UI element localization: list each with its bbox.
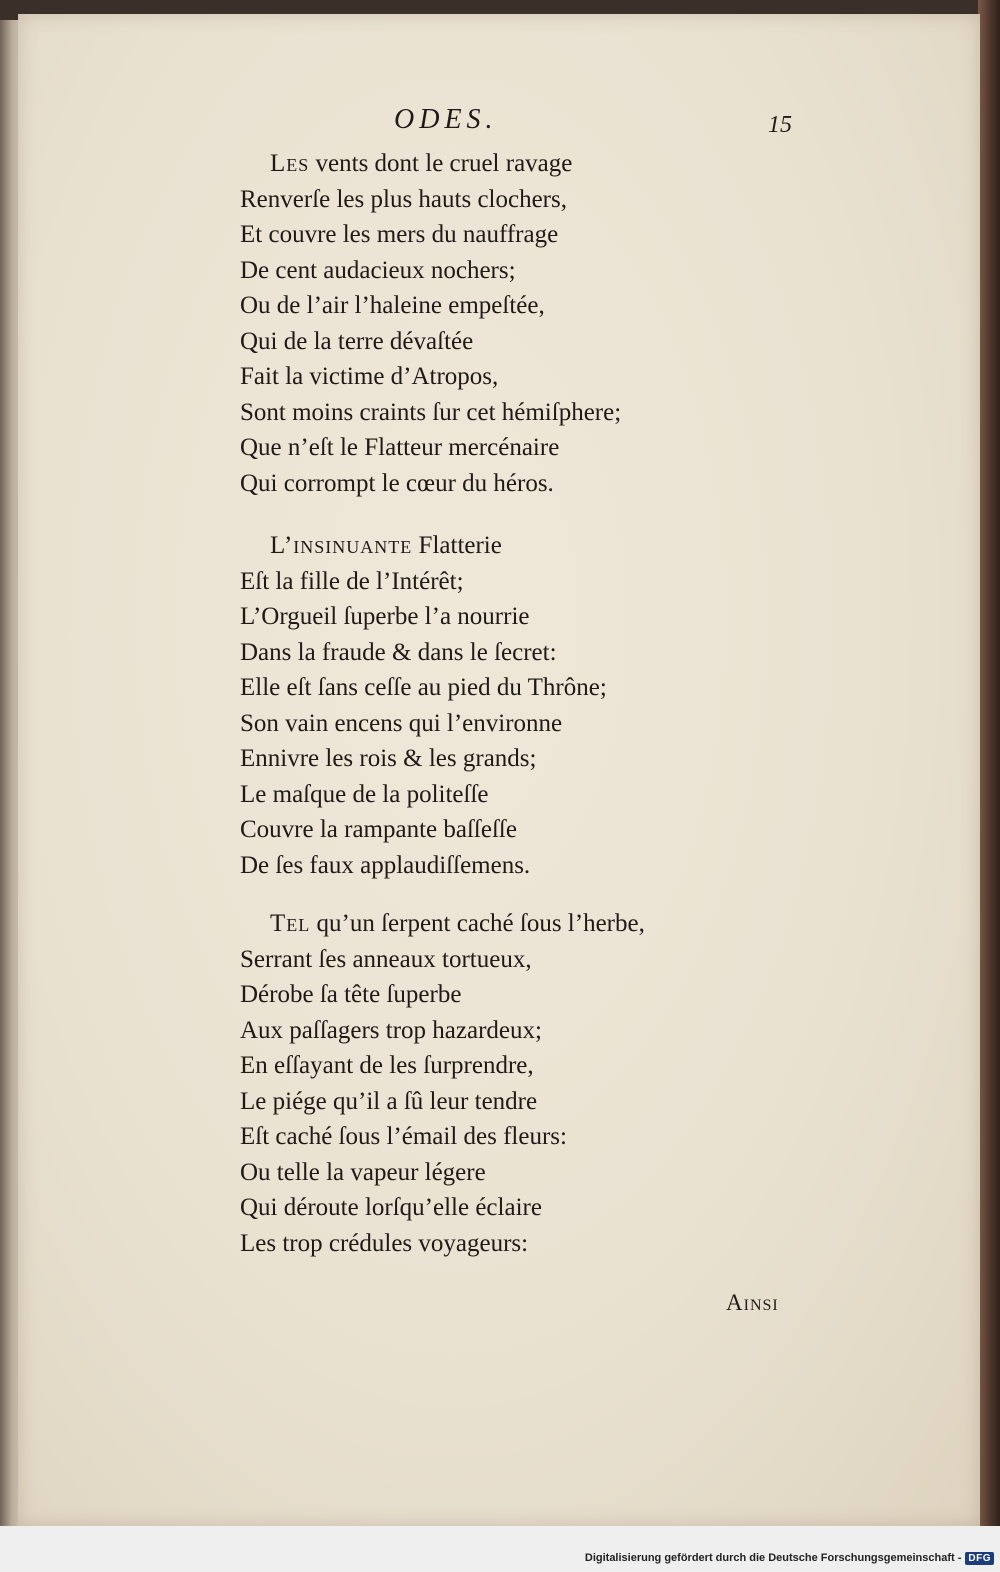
poem-line: Et couvre les mers du nauffrage — [240, 221, 559, 248]
catchword: Ainsi — [726, 1290, 779, 1315]
poem-line: Ennivre les rois & les grands; — [240, 745, 537, 772]
dfg-logo-icon: DFG — [965, 1552, 994, 1565]
poem-line: Le piége qu’il a ſû leur tendre — [240, 1087, 538, 1115]
poem-line: Dans la fraude & dans le ſecret: — [240, 638, 557, 666]
poem-line: Le maſque de la politeſſe — [240, 780, 489, 808]
poem-line: Serrant ſes anneaux tortueux, — [240, 945, 532, 973]
stanza-opening-word: Les — [270, 150, 310, 177]
poem-line: L’Orgueil ſuperbe l’a nourrie — [240, 603, 530, 630]
digitization-credit — [585, 1549, 994, 1567]
poem-line — [240, 528, 740, 564]
poem-line: En eſſayant de les ſurprendre, — [240, 1052, 534, 1079]
poem-line: Renverſe les plus hauts clochers, — [240, 185, 567, 213]
poem-line: Son vain encens qui l’environne — [240, 709, 563, 737]
stanza-3 — [240, 906, 740, 1261]
poem-line: Eſt caché ſous l’émail des fleurs: — [240, 1123, 567, 1150]
poem-line: De ſes faux applaudiſſemens. — [240, 851, 531, 879]
poem-line — [240, 906, 740, 942]
poem-line: Sont moins craints ſur cet hémiſphere; — [240, 398, 622, 426]
poem-line: Dérobe ſa tête ſuperbe — [240, 981, 462, 1008]
page-number: 15 — [768, 112, 792, 138]
book-binding-edge — [978, 0, 1000, 1572]
stanza-opening-word: Tel — [270, 910, 311, 937]
poem-line: Ou de l’air l’haleine empeſtée, — [240, 292, 545, 319]
poem-line: Ou telle la vapeur légere — [240, 1158, 486, 1186]
poem-line: Elle eſt ſans ceſſe au pied du Thrône; — [240, 674, 607, 701]
poem-line: Fait la victime d’Atropos, — [240, 363, 499, 390]
poem-line: Que n’eſt le Flatteur mercénaire — [240, 434, 560, 461]
poem-line-text: Flatterie — [412, 532, 502, 559]
poem-line: Eſt la fille de l’Intérêt; — [240, 567, 464, 595]
stanza-2 — [240, 528, 740, 883]
poem-line: Couvre la rampante baſſeſſe — [240, 816, 517, 843]
stanza-1 — [240, 146, 740, 501]
poem-line-text: vents dont le cruel ravage — [309, 150, 573, 177]
stanza-opening-word: L’insinuante — [270, 532, 413, 559]
poem-line: Les trop crédules voyageurs: — [240, 1229, 529, 1257]
poem-line: Qui déroute lorſqu’elle éclaire — [240, 1194, 542, 1221]
poem-line: De cent audacieux nochers; — [240, 256, 516, 284]
credit-text: Digitalisierung gefördert durch die Deutsche Forschungsgemeinschaft - — [584, 1552, 962, 1564]
running-header: ODES. — [394, 104, 498, 135]
poem-line: Aux paſſagers trop hazardeux; — [240, 1016, 542, 1044]
poem-line — [240, 146, 740, 182]
poem-line: Qui corrompt le cœur du héros. — [240, 469, 554, 497]
poem-line-text: qu’un ſerpent caché ſous l’herbe, — [310, 910, 645, 937]
poem-line: Qui de la terre dévaſtée — [240, 327, 474, 355]
